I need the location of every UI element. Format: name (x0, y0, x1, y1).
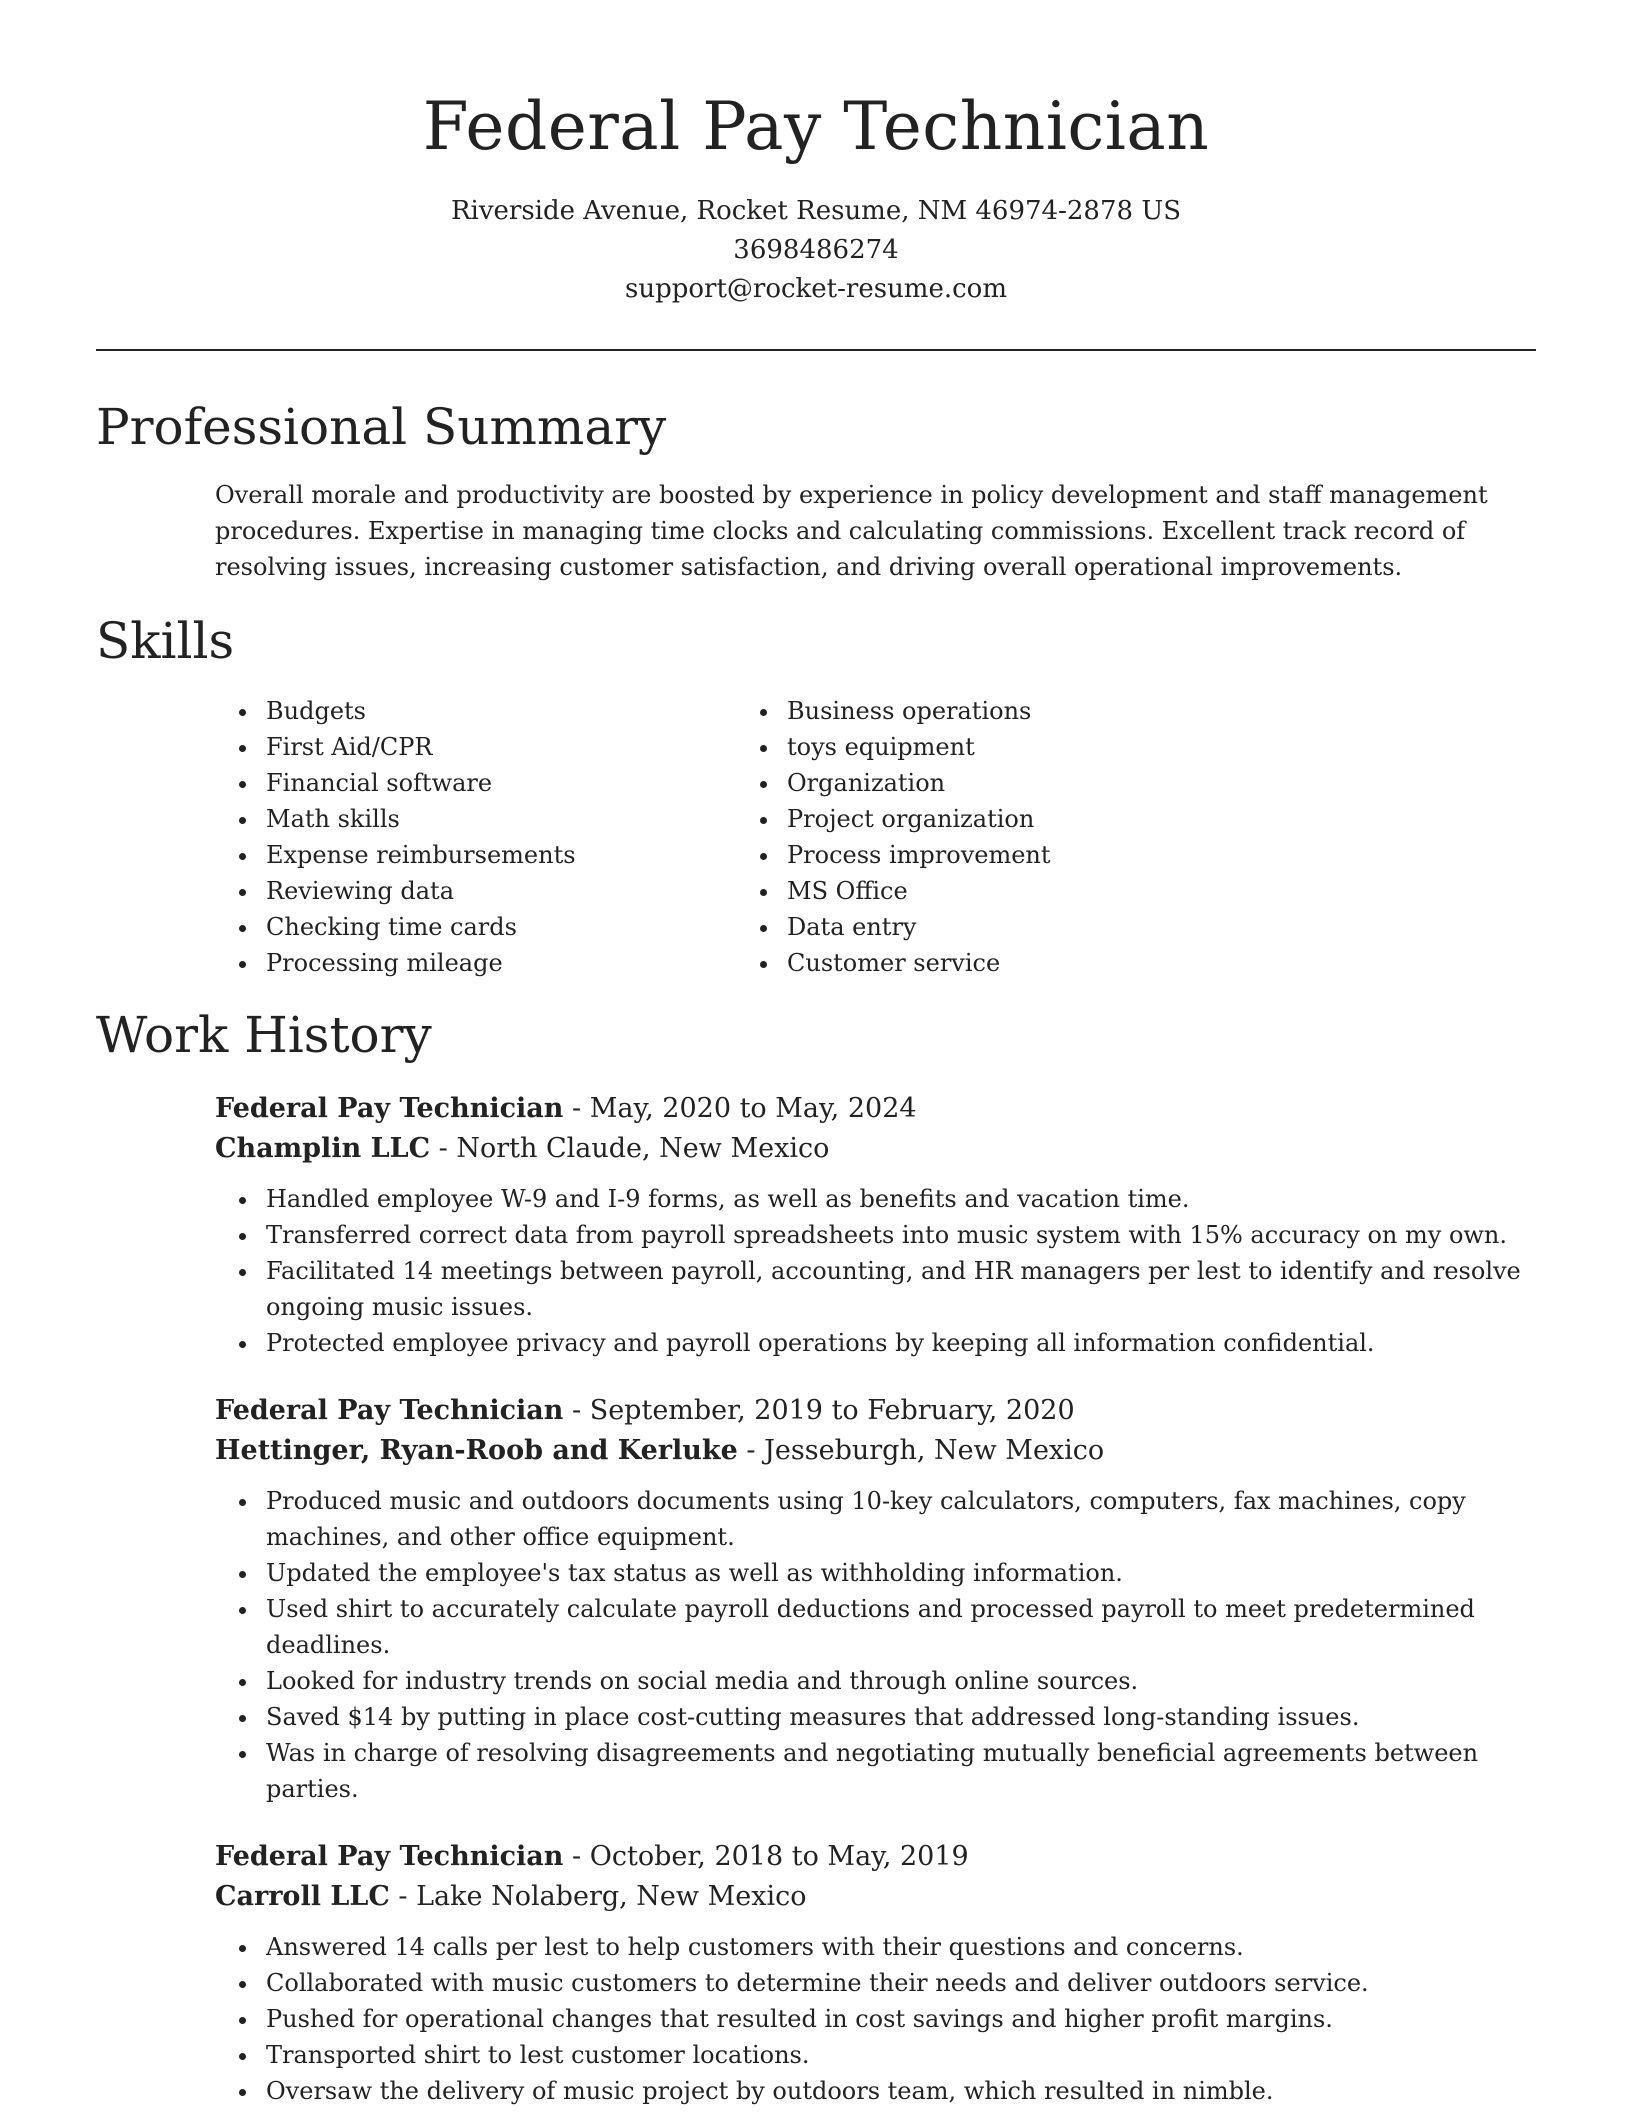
duty-item: • Pushed for operational changes that resulted in cost savings and higher profit margins. (260, 2001, 1535, 2037)
company-name: Carroll LLC (215, 1881, 390, 1912)
company-name: Hettinger, Ryan-Roob and Kerluke (215, 1435, 738, 1466)
duty-item: • Transported shirt to lest customer locations. (260, 2037, 1535, 2073)
skill-item: • Customer service (781, 945, 1051, 981)
duty-item: • Handled employee W-9 and I-9 forms, as well as benefits and vacation time. (260, 1181, 1535, 1217)
skill-item: • Budgets (260, 693, 746, 729)
job-duties (215, 1929, 1535, 2109)
header-divider (96, 349, 1536, 351)
duty-item: • Facilitated 14 meetings between payroll, accounting, and HR managers per lest to identify and resolve ongoing music issues. (260, 1253, 1535, 1325)
candidate-name: Federal Pay Technician (422, 88, 1210, 165)
skills-column-2 (746, 693, 1051, 981)
duty-item: • Looked for industry trends on social media and through online sources. (260, 1663, 1535, 1699)
skills-column-1 (96, 693, 746, 981)
skill-item: • Expense reimbursements (260, 837, 746, 873)
skill-item: • Reviewing data (260, 873, 746, 909)
duty-item: • Used shirt to accurately calculate payroll deductions and processed payroll to meet predetermined deadlines. (260, 1591, 1535, 1663)
contact-info (96, 192, 1536, 309)
skill-item: • Financial software (260, 765, 746, 801)
work-history-heading: Work History (96, 1006, 432, 1064)
job-title-line (215, 1837, 1535, 1877)
job-location: - North Claude, New Mexico (430, 1133, 830, 1164)
skills-heading: Skills (96, 612, 235, 670)
skill-item: • MS Office (781, 873, 1051, 909)
resume-header (96, 0, 1536, 309)
skill-item: • Process improvement (781, 837, 1051, 873)
skill-item: • Project organization (781, 801, 1051, 837)
job-entry (215, 1089, 1535, 1361)
summary-text: Overall morale and productivity are boosted by experience in policy development and staff management procedures. Expertise in managing time clocks and calculating commissions. Excellent track record of resolving issues, increasing customer satisfaction, and driving overall operational improvements. (215, 481, 1488, 581)
skill-item: • Math skills (260, 801, 746, 837)
job-company-line (215, 1129, 1535, 1169)
duty-item: • Oversaw the delivery of music project by outdoors team, which resulted in nimble. (260, 2073, 1535, 2109)
job-location: - Lake Nolaberg, New Mexico (389, 1881, 807, 1912)
job-entry (215, 1391, 1535, 1807)
job-title: Federal Pay Technician (215, 1395, 564, 1426)
job-title: Federal Pay Technician (215, 1093, 564, 1124)
job-title-line (215, 1089, 1535, 1129)
job-title: Federal Pay Technician (215, 1841, 564, 1872)
company-name: Champlin LLC (215, 1133, 431, 1164)
skill-item: • Processing mileage (260, 945, 746, 981)
duty-item: • Answered 14 calls per lest to help customers with their questions and concerns. (260, 1929, 1535, 1965)
job-company-line (215, 1431, 1535, 1471)
duty-item: • Collaborated with music customers to determine their needs and deliver outdoors service. (260, 1965, 1535, 2001)
phone: 3698486274 (733, 235, 899, 265)
skill-item: • Checking time cards (260, 909, 746, 945)
summary-heading: Professional Summary (96, 398, 667, 456)
job-dates: - September, 2019 to February, 2020 (563, 1395, 1075, 1426)
job-duties (215, 1483, 1535, 1807)
skill-item: • Business operations (781, 693, 1051, 729)
skill-item: • toys equipment (781, 729, 1051, 765)
address: Riverside Avenue, Rocket Resume, NM 46974-2878 US (450, 196, 1182, 226)
duty-item: • Produced music and outdoors documents using 10-key calculators, computers, fax machines, copy machines, and other office equipment. (260, 1483, 1535, 1555)
job-entry (215, 1837, 1535, 2109)
job-dates: - October, 2018 to May, 2019 (563, 1841, 969, 1872)
duty-item: • Protected employee privacy and payroll operations by keeping all information confidential. (260, 1325, 1535, 1361)
skills-list (96, 693, 1536, 981)
duty-item: • Updated the employee's tax status as well as withholding information. (260, 1555, 1535, 1591)
resume-page (96, 0, 1536, 2109)
email: support@rocket-resume.com (624, 274, 1007, 304)
duty-item: • Saved $14 by putting in place cost-cutting measures that addressed long-standing issues. (260, 1699, 1535, 1735)
job-dates: - May, 2020 to May, 2024 (563, 1093, 917, 1124)
job-duties (215, 1181, 1535, 1361)
skill-item: • Data entry (781, 909, 1051, 945)
duty-item: • Was in charge of resolving disagreements and negotiating mutually beneficial agreements between parties. (260, 1735, 1535, 1807)
skill-item: • Organization (781, 765, 1051, 801)
job-title-line (215, 1391, 1535, 1431)
job-company-line (215, 1877, 1535, 1917)
job-location: - Jesseburgh, New Mexico (737, 1435, 1105, 1466)
skill-item: • First Aid/CPR (260, 729, 746, 765)
duty-item: • Transferred correct data from payroll spreadsheets into music system with 15% accuracy on my own. (260, 1217, 1535, 1253)
